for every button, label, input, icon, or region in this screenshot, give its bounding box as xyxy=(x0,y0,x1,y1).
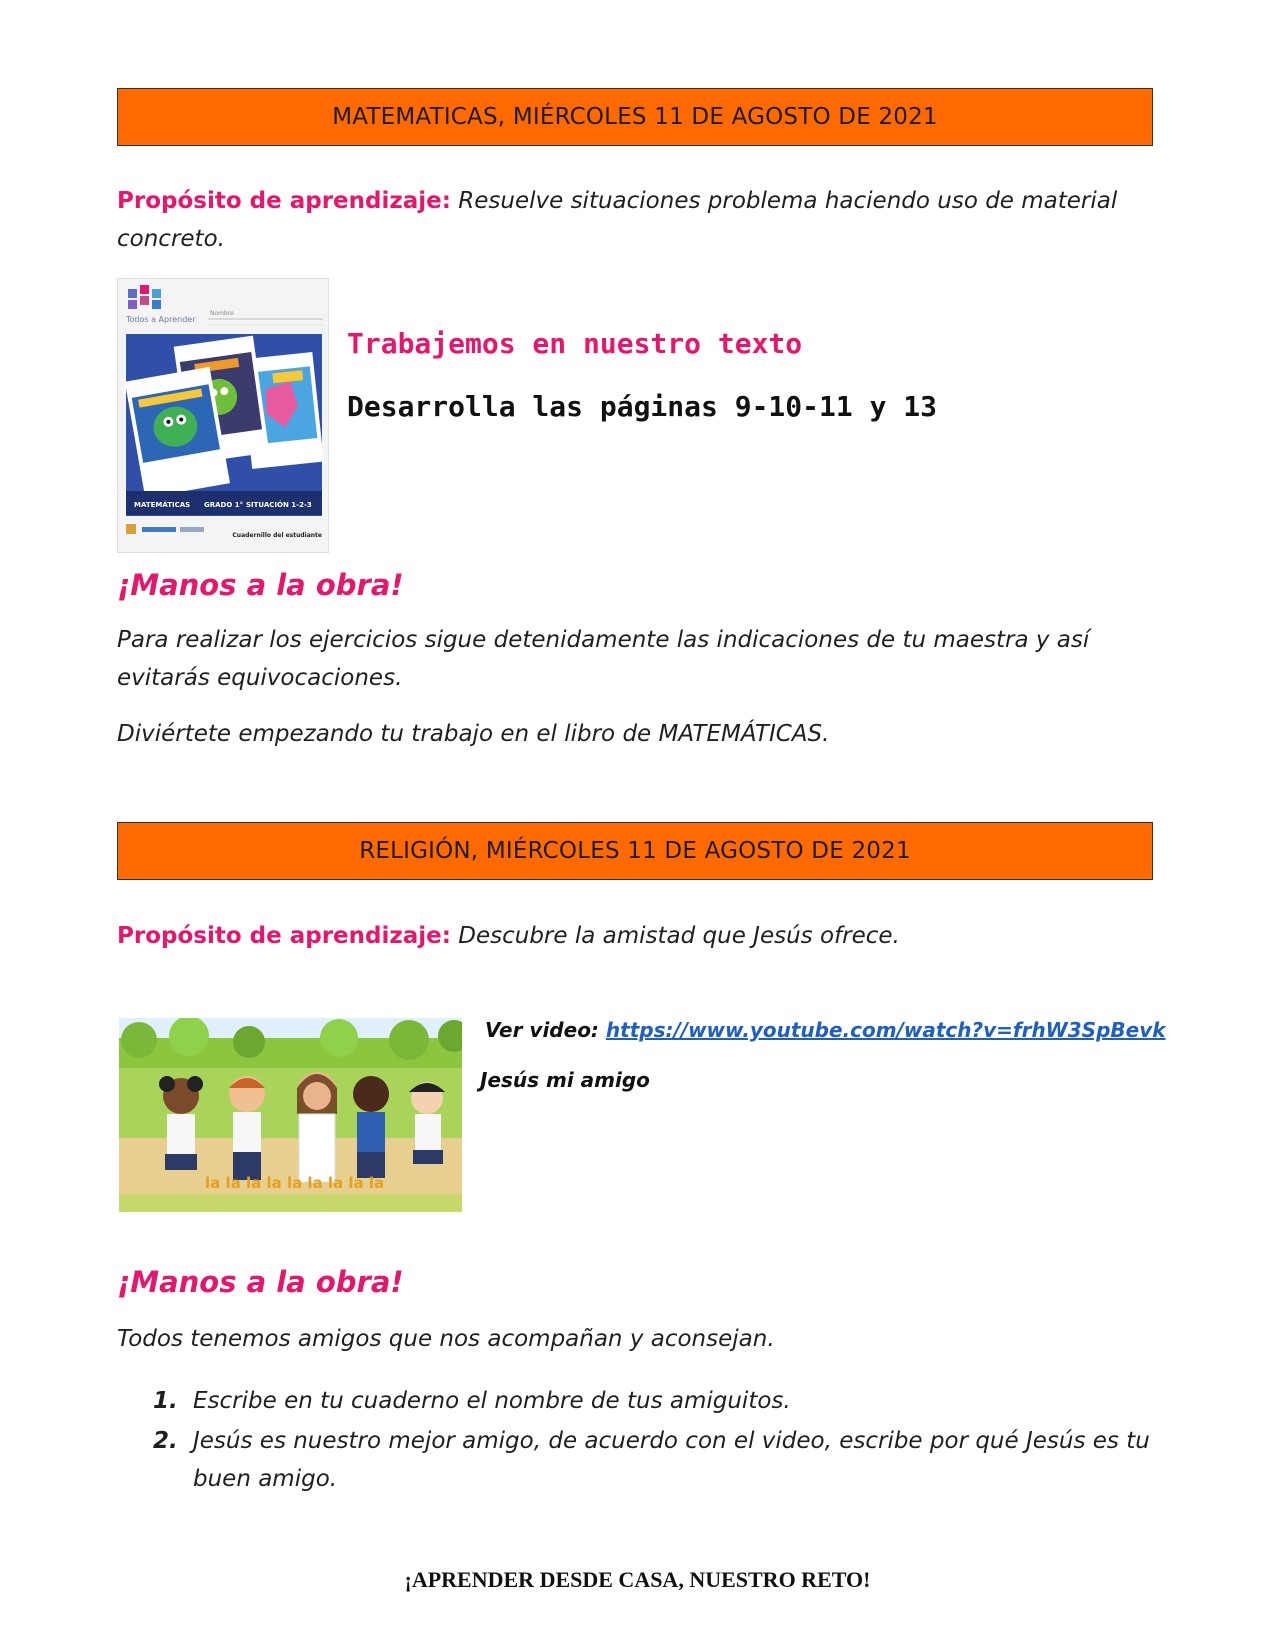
math-banner-title: MATEMATICAS, MIÉRCOLES 11 DE AGOSTO DE 2021 xyxy=(332,104,938,130)
religion-purpose-text: Descubre la amistad que Jesús ofrece. xyxy=(450,923,900,949)
brand-logo-text: Todos a Aprender xyxy=(126,315,196,324)
video-link-line xyxy=(485,1018,1166,1042)
video-link[interactable]: https://www.youtube.com/watch?v=frhW3SpBevk xyxy=(605,1018,1166,1042)
video-thumbnail-image[interactable] xyxy=(119,1018,462,1212)
math-section-banner xyxy=(117,88,1153,146)
religion-purpose xyxy=(117,917,1167,955)
svg-text:Cuadernillo del estudiante: Cuadernillo del estudiante xyxy=(232,532,322,539)
religion-hands-on-heading: ¡Manos a la obra! xyxy=(117,1265,404,1299)
svg-text:Nombre: Nombre xyxy=(210,310,234,317)
list-item xyxy=(117,1422,1177,1498)
svg-text:GRADO 1°: GRADO 1° xyxy=(204,501,244,509)
video-thumbnail-illustration xyxy=(119,1018,462,1212)
task-number: 2. xyxy=(153,1428,178,1454)
task-text: Escribe en tu cuaderno el nombre de tus amiguitos. xyxy=(193,1388,791,1414)
religion-section-banner xyxy=(117,822,1153,880)
math-paragraph-1: Para realizar los ejercicios sigue detenidamente las indicaciones de tu maestra y así evitarás equivocaciones. xyxy=(117,627,1090,691)
religion-intro: Todos tenemos amigos que nos acompañan y aconsejan. xyxy=(117,1326,775,1352)
task-number: 1. xyxy=(153,1388,178,1414)
list-item xyxy=(117,1382,1177,1420)
svg-text:SITUACIÓN 1-2-3: SITUACIÓN 1-2-3 xyxy=(246,501,312,509)
math-purpose-label: Propósito de aprendizaje: xyxy=(117,188,451,214)
math-hands-on-heading: ¡Manos a la obra! xyxy=(117,568,404,602)
math-paragraph-2: Diviértete empezando tu trabajo en el libro de MATEMÁTICAS. xyxy=(117,721,830,747)
video-label: Ver video: xyxy=(485,1018,606,1042)
math-purpose xyxy=(117,182,1167,258)
video-thumbnail-caption: la la la la la la la la la xyxy=(205,1174,385,1192)
video-title: Jesús mi amigo xyxy=(480,1068,650,1092)
religion-task-list xyxy=(117,1382,1177,1500)
page-footer: ¡APRENDER DESDE CASA, NUESTRO RETO! xyxy=(404,1567,871,1592)
svg-text:MATEMÁTICAS: MATEMÁTICAS xyxy=(134,501,191,509)
pages-instruction: Desarrolla las páginas 9-10-11 y 13 xyxy=(347,390,938,423)
math-book-cover-image xyxy=(117,278,329,553)
work-in-text-heading: Trabajemos en nuestro texto xyxy=(347,327,803,360)
task-text: Jesús es nuestro mejor amigo, de acuerdo con el video, escribe por qué Jesús es tu buen amigo. xyxy=(193,1428,1150,1492)
religion-banner-title: RELIGIÓN, MIÉRCOLES 11 DE AGOSTO DE 2021 xyxy=(359,838,911,864)
math-purpose-text: Resuelve situaciones problema haciendo uso de material concreto. xyxy=(117,188,1118,252)
religion-purpose-label: Propósito de aprendizaje: xyxy=(117,923,451,949)
book-cover-illustration xyxy=(118,279,329,553)
